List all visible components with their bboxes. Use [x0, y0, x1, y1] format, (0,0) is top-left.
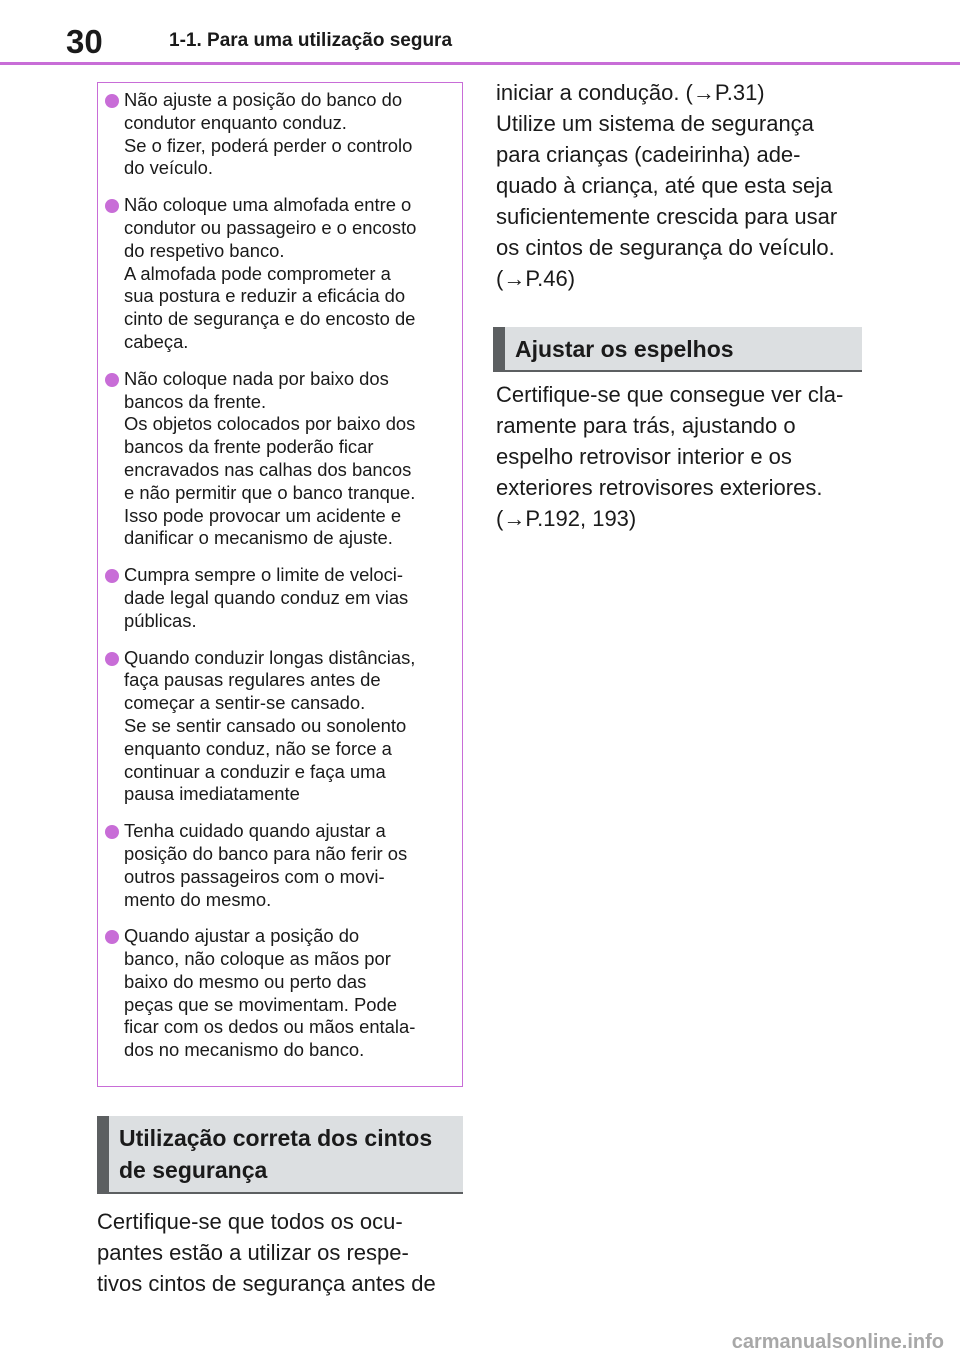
seatbelt-paragraph: Certifique-se que todos os ocu- pantes estão a utilizar os respe- tivos cintos de segurança antes de [97, 1209, 436, 1296]
warning-item [98, 89, 462, 180]
seatbelt-paragraph-continuation: iniciar a condução. (→P.31) Utilize um sistema de segurança para crianças (cadeirinha) ade- quado à criança, até que esta seja suficientemente crescida para usar os cintos de segurança do veículo. (→P.46) [496, 80, 838, 291]
warning-item [98, 194, 462, 354]
mirror-heading-text: Ajustar os espelhos [515, 336, 734, 362]
warning-list [98, 83, 462, 1062]
warning-text: Não coloque uma almofada entre o condutor ou passageiro e o encosto do respetivo banco. A almofada pode comprometer a sua postura e reduzir a eficácia do cinto de segurança e do encosto de cabeça. [124, 194, 417, 352]
warning-text: Tenha cuidado quando ajustar a posição do banco para não ferir os outros passageiros com o movi- mento do mesmo. [124, 820, 408, 910]
warning-text: Cumpra sempre o limite de veloci- dade legal quando conduz em vias públicas. [124, 564, 409, 631]
page-header [0, 0, 960, 66]
warning-item [98, 647, 462, 807]
warning-box [97, 82, 463, 1087]
bullet-icon [105, 930, 119, 944]
bullet-icon [105, 825, 119, 839]
watermark: carmanualsonline.info [731, 1331, 944, 1353]
seatbelt-heading-text: Utilização correta dos cintos de segurança [119, 1125, 433, 1183]
warning-text: Quando ajustar a posição do banco, não coloque as mãos por baixo do mesmo ou perto das peças que se movimentam. Pode ficar com os dedos ou mãos entala- dos no mecanismo do banco. [124, 925, 416, 1061]
seatbelt-section-heading [97, 1116, 463, 1194]
warning-item [98, 564, 462, 632]
warning-text: Não ajuste a posição do banco do condutor enquanto conduz. Se o fizer, poderá perder o controlo do veículo. [124, 89, 413, 179]
warning-item [98, 925, 462, 1062]
warning-text: Quando conduzir longas distâncias, faça pausas regulares antes de começar a sentir-se cansado. Se se sentir cansado ou sonolento enquanto conduz, não se force a continuar a conduzir e faça uma pausa imediatamente [124, 646, 416, 805]
bullet-icon [105, 199, 119, 213]
section-title: 1-1. Para uma utilização segura [169, 30, 453, 51]
warning-item [98, 820, 462, 911]
bullet-icon [105, 569, 119, 583]
page-number: 30 [66, 23, 103, 60]
warning-item [98, 368, 462, 550]
warning-text: Não coloque nada por baixo dos bancos da frente. Os objetos colocados por baixo dos bancos da frente poderão ficar encravados nas calhas dos bancos e não permitir que o banco tranque. Isso pode provocar um acidente e danificar o mecanismo de ajuste. [124, 367, 416, 549]
bullet-icon [105, 373, 119, 387]
mirror-section-heading [493, 327, 862, 372]
bullet-icon [105, 94, 119, 108]
bullet-icon [105, 652, 119, 666]
header-divider [0, 62, 960, 65]
mirror-paragraph: Certifique-se que consegue ver cla- ramente para trás, ajustando o espelho retrovisor interior e os exteriores retrovisores exteriores. (→P.192, 193) [496, 382, 844, 531]
